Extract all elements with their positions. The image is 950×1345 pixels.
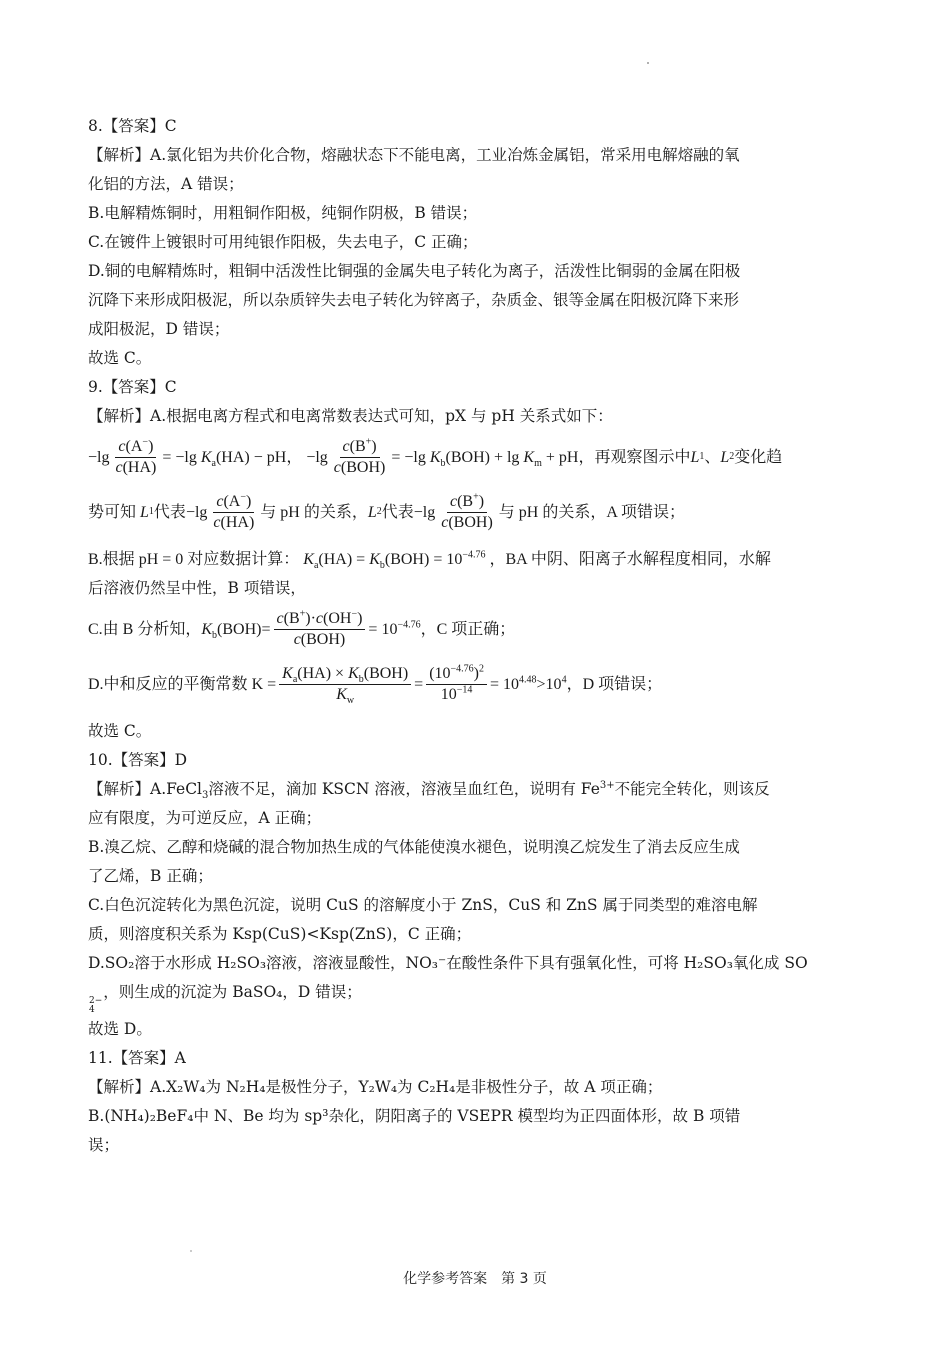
page-footer: 化学参考答案 第 3 页 [403,1271,547,1287]
q11-answer: 11.【答案】A [88,1049,186,1067]
q11-line: 【解析】A.X₂W₄为 N₂H₄是极性分子，Y₂W₄为 C₂H₄是非极性分子，故 A 项正确； [88,1078,663,1096]
q11-line: B.(NH₄)₂BeF₄中 N、Be 均为 sp³杂化，阴阳离子的 VSEPR 模型均为正四面体形，故 B 项错 [88,1107,741,1125]
q10-line: 了乙烯，B 正确； [88,867,213,885]
q9-equation-c: C.由 B 分析知， $K_b(BOH)=$ $\frac{c(B^+)\cdot c(OH^-)}{\text{c(BOH)}}$ = $10^{-4.76}$ ，C 项正确； [88,608,516,648]
q10-answer: 10.【答案】D [88,751,188,769]
q9-equation-1: −lg $\frac{c(A^-)}{c(HA)}$ = −lg $K_a(HA)$ − pH， −lg $\frac{c(B^+)}{\text{c(BOH)}}$ = −lg $K_b(BOH) + \lg K_m$ + pH ，再观察图示中 L 1 、 L 2 变化趋 [88,436,783,476]
q10-line: C.白色沉淀转化为黑色沉淀，说明 CuS 的溶解度小于 ZnS，CuS 和 ZnS 属于同类型的难溶电解 [88,896,758,914]
q10-end: 故选 D。 [88,1020,152,1038]
q10-line: 质，则溶度积关系为 Ksp(CuS)<Ksp(ZnS)，C 正确； [88,925,472,943]
q8-line: 化铝的方法，A 错误； [88,175,244,193]
q9-equation-2: 势可知 L 1 代表 −lg $\frac{c(A^-)}{c(HA)}$ 与 pH 的关系， L 2 代表 −lg $\frac{c(B^+)}{\text{c(BOH)}}$ 与 pH 的关系，A 项错误； [88,491,686,531]
q8-line: 成阳极泥，D 错误； [88,320,230,338]
q8-line: B.电解精炼铜时，用粗铜作阳极，纯铜作阴极，B 错误； [88,204,478,222]
q9-answer: 9.【答案】C [88,378,177,396]
q11-line: 误； [88,1136,120,1154]
q9-end: 故选 C。 [88,722,152,740]
q8-line: D.铜的电解精炼时，粗铜中活泼性比铜强的金属失电子转化为离子，活泼性比铜弱的金属在阳极 [88,262,741,280]
q8-answer: 8.【答案】C [88,117,177,135]
q10-line-a1: 【解析】A.FeCl$_3$溶液不足，滴加 KSCN 溶液，溶液呈血红色，说明有 $Fe^{3+}$不能完全转化，则该反 [88,779,770,802]
answer-content [88,112,860,1160]
q9-equation-d: D.中和反应的平衡常数 K = $\frac{K_a(HA) \times K_b(BOH)}{K_w}$ = $\frac{(10^{-4.76})^2}{10^{-14}}$ = $10^{4.48}>10^4$ ，D 项错误； [88,663,663,706]
q10-line: 应有限度，为可逆反应，A 正确； [88,809,322,827]
q8-line: 故选 C。 [88,349,152,367]
q10-line-d2: 2− 4 ，则生成的沉淀为 BaSO₄，D 错误； [89,983,362,1015]
q8-line: 沉降下来形成阳极泥，所以杂质锌失去电子转化为锌离子，杂质金、银等金属在阳极沉降下来形 [88,291,740,309]
q10-line: B.溴乙烷、乙醇和烧碱的混合物加热生成的气体能使溴水褪色，说明溴乙烷发生了消去反应生成 [88,838,740,856]
q9-line-b2: 后溶液仍然呈中性，B 项错误， [88,579,306,597]
q8-line: 【解析】A.氯化铝为共价化合物，熔融状态下不能电离，工业冶炼金属铝，常采用电解熔融的氧 [88,146,740,164]
q8-line: C.在镀件上镀银时可用纯银作阳极，失去电子，C 正确； [88,233,478,251]
q9-line: 【解析】A.根据电离方程式和电离常数表达式可知，pX 与 pH 关系式如下： [88,407,613,425]
q9-line-b1: B.根据 pH = 0 对应数据计算： $K_a(HA) = K_b(BOH) = 10^{-4.76}$ ，BA 中阴、阳离子水解程度相同，水解 [88,549,771,572]
q10-line-d1: D.SO₂溶于水形成 H₂SO₃溶液，溶液显酸性，NO₃⁻在酸性条件下具有强氧化性，可将 H₂SO₃氧化成 SO [88,954,808,972]
